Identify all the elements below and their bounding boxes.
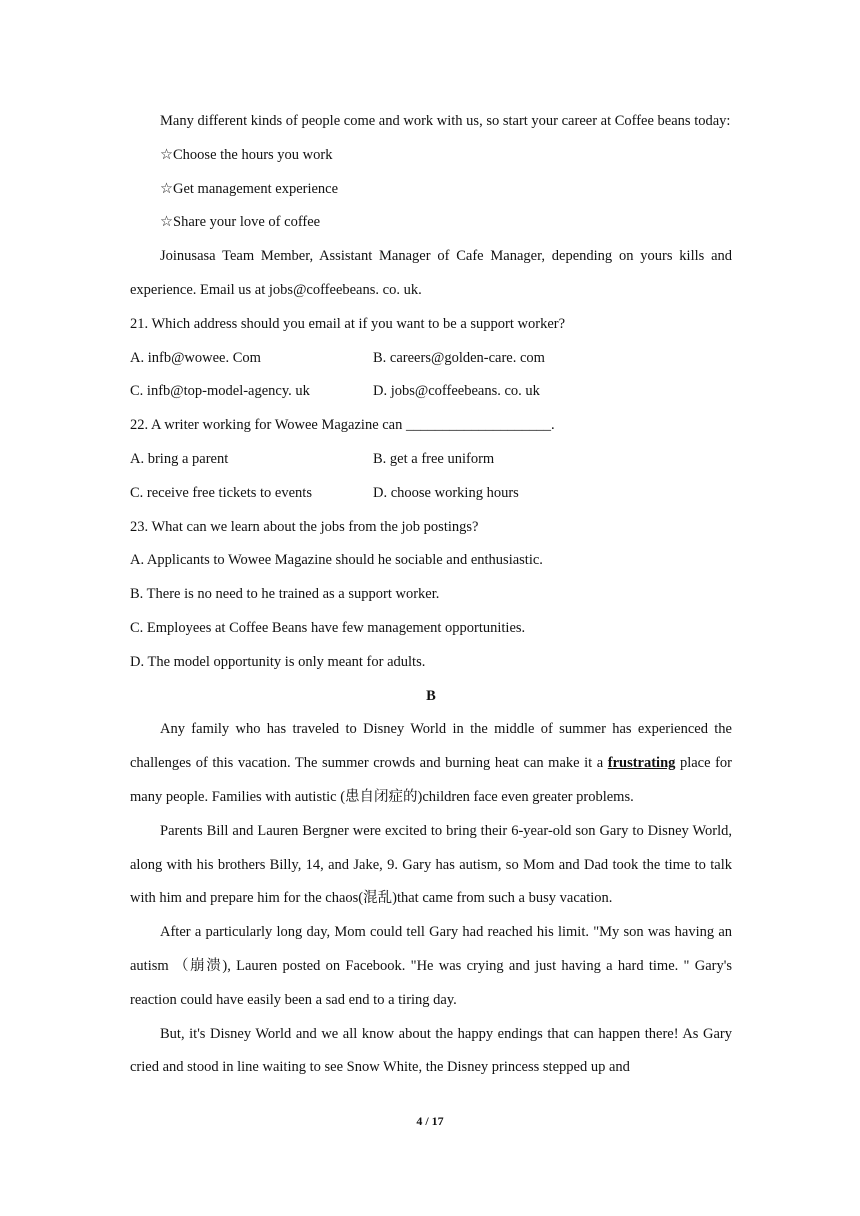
section-heading: B [426, 687, 436, 704]
question-21-options-row-1 [130, 342, 732, 376]
passage-paragraph-4: But, it's Disney World and we all know about the happy endings that can happen there! As Gary cried and stood in line waiting to see Snow White, the Disney princess stepped up and [130, 1025, 732, 1076]
intro-paragraph-2: Joinusasa Team Member, Assistant Manager of Cafe Manager, depending on yours kills and experience. Email us at jobs@coffeebeans. co. uk. [130, 248, 732, 298]
option-c: C. Employees at Coffee Beans have few management opportunities. [130, 619, 526, 636]
passage-paragraph-3: After a particularly long day, Mom could tell Gary had reached his limit. "My son was having an autism （崩溃), Lauren posted on Facebook. "He was crying and just having a hard time. " Gary's reaction could have easily been a sad end to a tiring day. [130, 924, 732, 1008]
option-c: C. infb@top-model-agency. uk [130, 383, 310, 400]
paragraph-text: Any family who has traveled to Disney World in the middle of summer has experienced the challenges of this vacation. The summer crowds and burning heat can make it a [130, 721, 732, 772]
question-22-stem: 22. A writer working for Wowee Magazine can ____________________. [130, 417, 555, 434]
option-c: C. receive free tickets to events [130, 484, 312, 501]
option-a: A. Applicants to Wowee Magazine should he sociable and enthusiastic. [130, 552, 543, 569]
document-body [130, 105, 732, 1085]
bullet-3: ☆Share your love of coffee [160, 214, 321, 231]
question-23-stem: 23. What can we learn about the jobs from the job postings? [130, 518, 479, 535]
passage-paragraph-2: Parents Bill and Lauren Bergner were excited to bring their 6-year-old son Gary to Disney World, along with his brothers Billy, 14, and Jake, 9. Gary has autism, so Mom and Dad took the time to talk with him and prepare him for the chaos(混乱)that came from such a busy vacation. [130, 822, 732, 907]
question-22-options-row-1 [130, 443, 732, 477]
option-b: B. There is no need to he trained as a support worker. [130, 586, 440, 603]
question-21-options-row-2 [130, 375, 732, 409]
paragraph-text: place for many people. Families with autistic (患自闭症的)children face even greater problems. [130, 755, 732, 805]
option-a: A. bring a parent [130, 450, 229, 467]
bullet-2: ☆Get management experience [160, 180, 339, 197]
option-d: D. jobs@coffeebeans. co. uk [373, 383, 540, 400]
option-d: D. choose working hours [373, 484, 519, 501]
question-21-stem: 21. Which address should you email at if you want to be a support worker? [130, 315, 566, 332]
bullet-1: ☆Choose the hours you work [160, 146, 333, 163]
page-number: 4 / 17 [416, 1114, 444, 1128]
option-b: B. careers@golden-care. com [373, 349, 545, 366]
passage-paragraph-1 [130, 713, 732, 814]
option-d: D. The model opportunity is only meant for adults. [130, 653, 426, 670]
keyword-underlined: frustrating [607, 755, 676, 772]
option-b: B. get a free uniform [373, 450, 495, 467]
option-a: A. infb@wowee. Com [130, 349, 261, 366]
intro-paragraph-1: Many different kinds of people come and work with us, so start your career at Coffee beans today: [160, 113, 731, 129]
question-22-options-row-2 [130, 477, 732, 511]
